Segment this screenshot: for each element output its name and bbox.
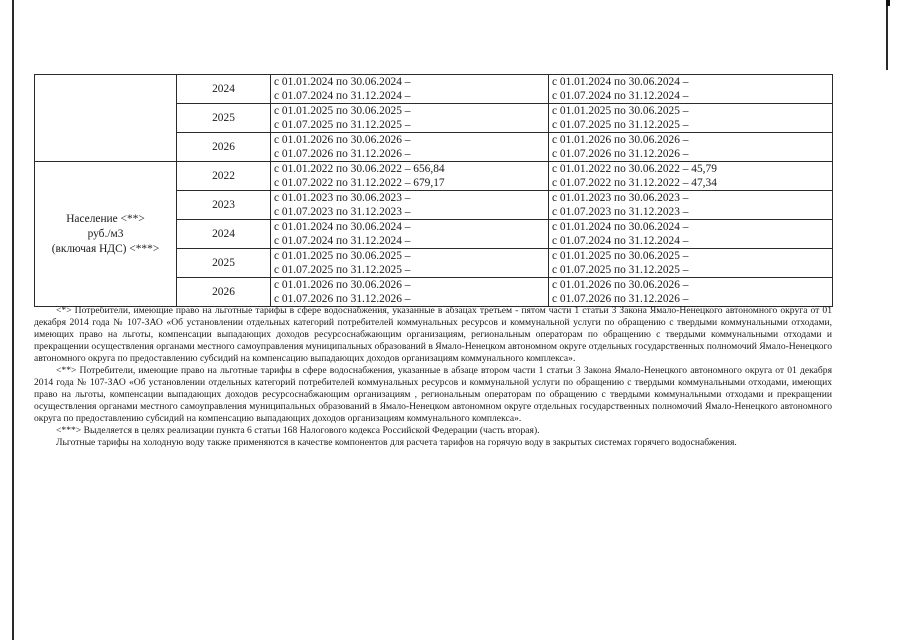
year-cell: 2025	[177, 104, 271, 133]
scan-mark	[886, 0, 890, 6]
table-row	[35, 75, 833, 104]
table-row	[35, 162, 833, 191]
tariff-period-cell: с 01.01.2026 по 30.06.2026 – с 01.07.2026 по 31.12.2026 –	[271, 133, 549, 162]
year-cell: 2025	[177, 249, 271, 278]
tariff-period-cell: с 01.01.2024 по 30.06.2024 – с 01.07.2024 по 31.12.2024 –	[271, 220, 549, 249]
tariff-period-cell: с 01.01.2026 по 30.06.2026 – с 01.07.2026 по 31.12.2026 –	[271, 278, 549, 307]
tariff-period-cell: с 01.01.2025 по 30.06.2025 – с 01.07.2025 по 31.12.2025 –	[549, 249, 833, 278]
tariff-period-cell: с 01.01.2026 по 30.06.2026 – с 01.07.2026 по 31.12.2026 –	[549, 278, 833, 307]
footnote-single-asterisk: <*> Потребители, имеющие право на льготные тарифы в сфере водоснабжения, указанные в абзацах третьем - пятом части 1 статьи 3 Закона Ямало-Ненецкого автономного округа от 01 декабря 2014 года № 107-ЗАО «Об установлении отдельных категорий потребителей коммунальных ресурсов и коммунальной услуги по обращению с твердыми коммунальными отходами, имеющих право на льготы, компенсации выпадающих доходов ресурсоснабжающим организациям, региональным операторам по обращению с твердыми коммунальными отходами и прекращении осуществления органами местного самоуправления муниципальных образований в Ямало-Ненецком автономном округе отдельных государственных полномочий Ямало-Ненецкого автономного округа по предоставлению субсидий на компенсацию выпадающих доходов организациям коммунального комплекса».	[34, 305, 832, 364]
note-hot-water: Льготные тарифы на холодную воду также применяются в качестве компонентов для расчета тарифов на горячую воду в закрытых системах горячего водоснабжения.	[56, 437, 737, 448]
year-cell: 2026	[177, 278, 271, 307]
page-edge-right	[886, 0, 888, 70]
page-edge-left	[12, 0, 14, 640]
footnote-double-asterisk: <**> Потребители, имеющие право на льготные тарифы в сфере водоснабжения, указанные в абзаце втором части 1 статьи 3 Закона Ямало-Ненецкого автономного округа от 01 декабря 2014 года № 107-ЗАО «Об установлении отдельных категорий потребителей коммунальных ресурсов и коммунальной услуги по обращению с твердыми коммунальными отходами, имеющих право на льготы, компенсации выпадающих доходов ресурсоснабжающим организациям , региональным операторам по обращению с твердыми коммунальными отходами и прекращении осуществления органами местного самоуправления муниципальных образований в Ямало-Ненецком автономном округе отдельных государственных полномочий Ямало-Ненецкого автономного округа по предоставлению субсидий на компенсацию выпадающих доходов организациям коммунального комплекса».	[34, 365, 832, 424]
tariff-period-cell: с 01.01.2024 по 30.06.2024 – с 01.07.2024 по 31.12.2024 –	[549, 220, 833, 249]
year-cell: 2024	[177, 220, 271, 249]
tariff-period-cell: с 01.01.2023 по 30.06.2023 – с 01.07.2023 по 31.12.2023 –	[549, 191, 833, 220]
year-cell: 2026	[177, 133, 271, 162]
tariff-period-cell: с 01.01.2024 по 30.06.2024 – с 01.07.2024 по 31.12.2024 –	[271, 75, 549, 104]
tariff-table	[34, 74, 833, 307]
tariff-period-cell: с 01.01.2026 по 30.06.2026 – с 01.07.2026 по 31.12.2026 –	[549, 133, 833, 162]
tariff-period-cell: с 01.01.2022 по 30.06.2022 – 45,79 с 01.07.2022 по 31.12.2022 – 47,34	[549, 162, 833, 191]
tariff-period-cell: с 01.01.2023 по 30.06.2023 – с 01.07.2023 по 31.12.2023 –	[271, 191, 549, 220]
tariff-period-cell: с 01.01.2022 по 30.06.2022 – 656,84 с 01.07.2022 по 31.12.2022 – 679,17	[271, 162, 549, 191]
footnotes	[34, 305, 832, 449]
tariff-period-cell: с 01.01.2025 по 30.06.2025 – с 01.07.2025 по 31.12.2025 –	[271, 249, 549, 278]
tariff-period-cell: с 01.01.2024 по 30.06.2024 – с 01.07.2024 по 31.12.2024 –	[549, 75, 833, 104]
year-cell: 2024	[177, 75, 271, 104]
year-cell: 2023	[177, 191, 271, 220]
tariff-period-cell: с 01.01.2025 по 30.06.2025 – с 01.07.2025 по 31.12.2025 –	[271, 104, 549, 133]
consumer-group-cell: Население <**> руб./м3 (включая НДС) <***>	[35, 162, 177, 307]
consumer-group-cell	[35, 75, 177, 162]
footnote-triple-asterisk: <***> Выделяется в целях реализации пункта 6 статьи 168 Налогового кодекса Российской Федерации (часть вторая).	[56, 425, 540, 436]
tariff-period-cell: с 01.01.2025 по 30.06.2025 – с 01.07.2025 по 31.12.2025 –	[549, 104, 833, 133]
year-cell: 2022	[177, 162, 271, 191]
